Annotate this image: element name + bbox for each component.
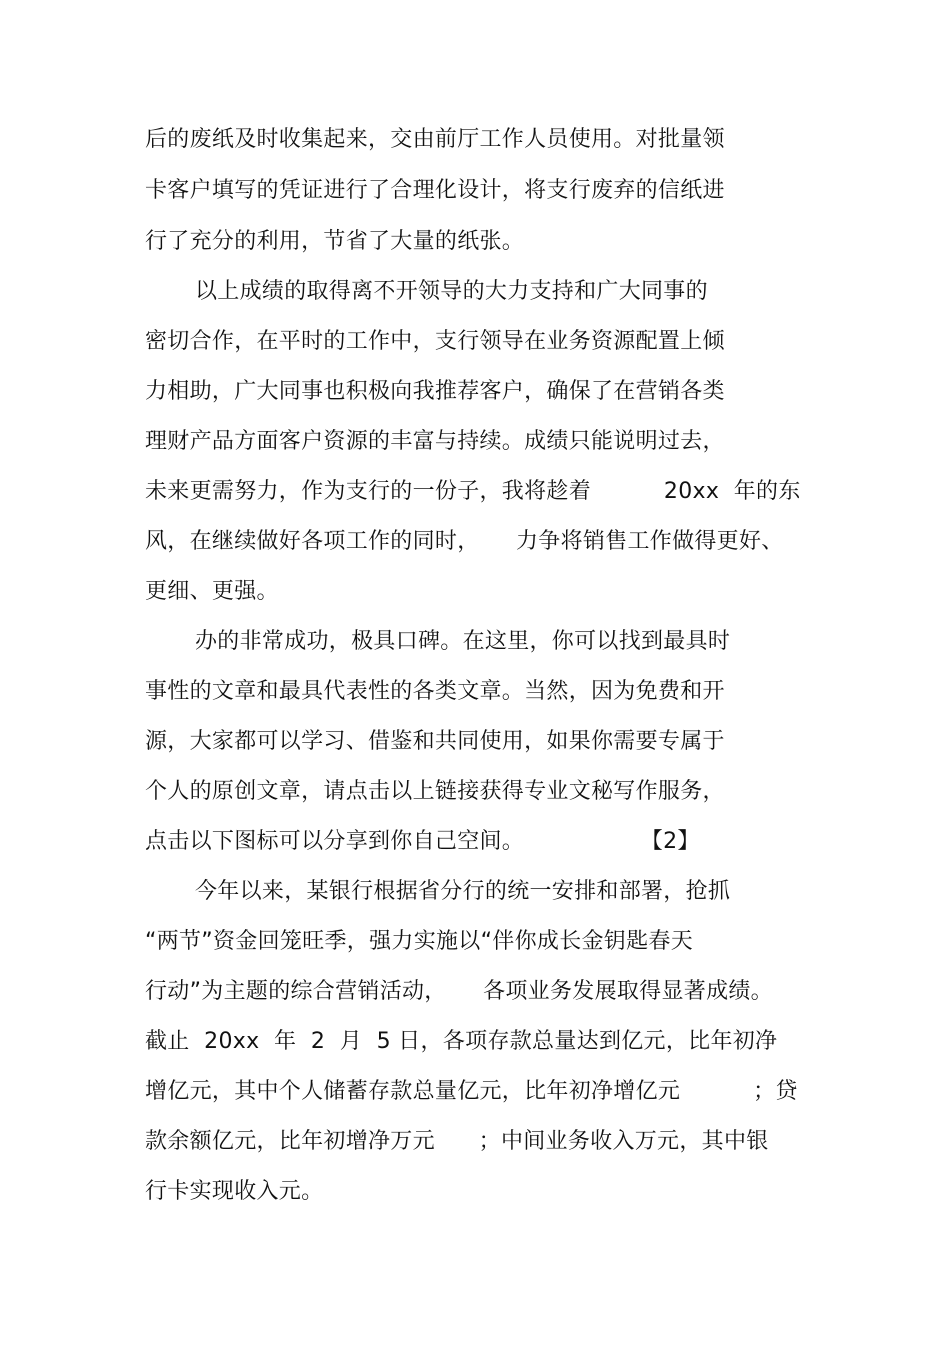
text-line: 点击以下图标可以分享到你自己空间。 【2】 — [145, 829, 700, 854]
text-line: 行动”为主题的综合营销活动， 各项业务发展取得显著成绩。 — [145, 979, 773, 1004]
text-line: 事性的文章和最具代表性的各类文章。当然，因为免费和开 — [145, 679, 725, 704]
text-line: 款余额亿元，比年初增净万元 ；中间业务收入万元，其中银 — [145, 1129, 769, 1154]
text-line: 理财产品方面客户资源的丰富与持续。成绩只能说明过去， — [145, 429, 725, 454]
text-line: 卡客户填写的凭证进行了合理化设计，将支行废弃的信纸进 — [145, 178, 725, 203]
text-line: 密切合作，在平时的工作中，支行领导在业务资源配置上倾 — [145, 329, 725, 354]
text-line: 源，大家都可以学习、借鉴和共同使用，如果你需要专属于 — [145, 729, 725, 754]
text-line: 力相助，广大同事也积极向我推荐客户，确保了在营销各类 — [145, 379, 725, 404]
text-line: 未来更需努力，作为支行的一份子，我将趁着 20xx 年的东 — [145, 479, 801, 504]
text-line: “两节”资金回笼旺季，强力实施以“伴你成长金钥匙春天 — [145, 929, 693, 954]
paragraph-start-line: 办的非常成功，极具口碑。在这里，你可以找到最具时 — [195, 629, 731, 654]
text-line: 风，在继续做好各项工作的同时， 力争将销售工作做得更好、 — [145, 529, 784, 554]
text-line: 增亿元，其中个人储蓄存款总量亿元，比年初净增亿元 ；贷 — [145, 1079, 798, 1104]
text-line: 行了充分的利用，节省了大量的纸张。 — [145, 229, 525, 254]
paragraph-start-line: 今年以来，某银行根据省分行的统一安排和部署，抢抓 — [195, 879, 731, 904]
text-line: 更细、更强。 — [145, 579, 279, 604]
text-line: 个人的原创文章，请点击以上链接获得专业文秘写作服务， — [145, 779, 725, 804]
text-line: 截止 20xx 年 2 月 5 日，各项存款总量达到亿元，比年初净 — [145, 1029, 778, 1054]
paragraph-start-line: 以上成绩的取得离不开领导的大力支持和广大同事的 — [195, 279, 708, 304]
text-line: 行卡实现收入元。 — [145, 1179, 324, 1204]
text-line: 后的废纸及时收集起来，交由前厅工作人员使用。对批量领 — [145, 127, 725, 152]
